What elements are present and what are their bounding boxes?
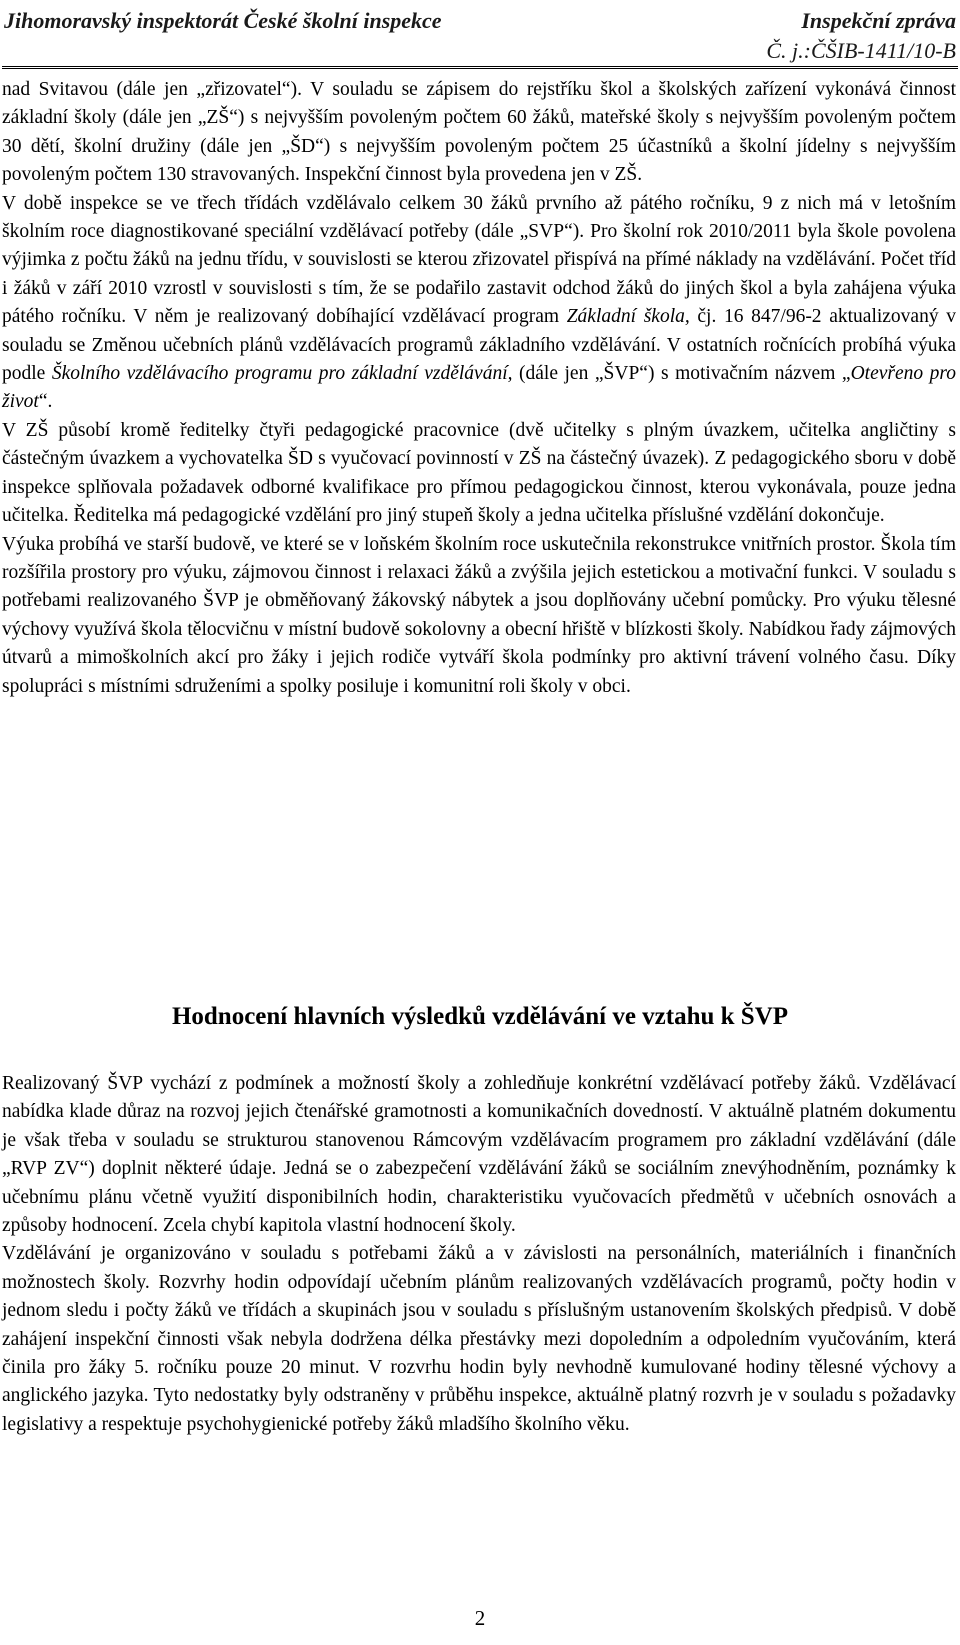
header-divider (2, 66, 958, 69)
italic-program-name: Základní škola, (566, 306, 690, 328)
header-reference-number: Č. j.:ČŠIB-1411/10-B (766, 38, 956, 63)
paragraph-text: (dále jen „ŠVP“) s motivačním názvem „ (512, 363, 851, 385)
italic-program-name: Školního vzdělávacího programu pro základní vzdělávání, (51, 363, 513, 385)
paragraph: Výuka probíhá ve starší budově, ve které se v loňském školním roce uskutečnila rekonstrukce vnitřních prostor. Škola tím rozšířila prostory pro výuku, zájmovou činnost i relaxaci žáků a zvýšila jejich estetickou a motivační funkci. V souladu s potřebami realizovaného ŠVP je obměňovaný žákovský nábytek a jsou doplňovány učební pomůcky. Pro výuku tělesné výchovy využívá škola tělocvičnu v místní budově sokolovny a obecní hřiště v blízkosti školy. Nabídkou řady zájmových útvarů a mimoškolních akcí pro žáky i jejich rodiče vytváří škola podmínky pro aktivní trávení volného času. Díky spolupráci s místními sdruženími a spolky posiluje i komunitní roli školy v obci. (2, 533, 956, 697)
page-number: 2 (474, 1606, 486, 1630)
header-document-type: Inspekční zpráva (801, 8, 956, 33)
paragraph-text: “. (38, 391, 53, 413)
paragraph-text: čj. 16 847/96-2 aktualizovaný v souladu se Změnou učebních plánů vzdělávacích programů základního vzdělávání. V ostatních ročnících probíhá výuka podle (2, 306, 956, 385)
paragraph: Vzdělávání je organizováno v souladu s potřebami žáků a v závislosti na personálních, materiálních i finančních možnostech školy. Rozvrhy hodin odpovídají učebním plánům realizovaných vzdělávacích programů, počty hodin v jednom sledu i počty žáků ve třídách a skupinách jsou v souladu s příslušným ustanovením školských předpisů. V době zahájení inspekční činnosti však nebyla dodržena délka přestávky mezi dopoledním a odpoledním vyučováním, která činila pro žáky 5. ročníku pouze 20 minut. V rozvrhu hodin byly nevhodně kumulované hodiny tělesné výchovy a anglického jazyka. Tyto nedostatky byly odstraněny v průběhu inspekce, aktuálně platný rozvrh je v souladu s požadavky legislativy a respektuje psychohygienické potřeby žáků mladšího školního věku. (2, 1243, 956, 1435)
header-organization: Jihomoravský inspektorát České školní inspekce (4, 8, 442, 33)
paragraph-text: V době inspekce se ve třech třídách vzdělávalo celkem 30 žáků prvního až pátého ročníku, 9 z nich má v letošním školním roce diagnostikované speciální vzdělávací potřeby (dále „SVP“). Pro školní rok 2010/2011 byla škole povolena výjimka z počtu žáků na jednu třídu, v souvislosti se kterou zřizovatel přispívá na přímé náklady na vzdělávání. Počet tříd i žáků v září 2010 vzrostl v souvislosti s tím, že se podařilo zastavit odchod žáků do jiných škol a byla zahájena výuka pátého ročníku. V něm je realizovaný dobíhající vzdělávací program (2, 192, 956, 328)
section-heading: Hodnocení hlavních výsledků vzdělávání ve vztahu k ŠVP (171, 1003, 789, 1030)
paragraph: Realizovaný ŠVP vychází z podmínek a možností školy a zohledňuje konkrétní vzdělávací potřeby žáků. Vzdělávací nabídka klade důraz na rozvoj jejich čtenářské gramotnosti a komunikačních dovedností. V aktuálně platném dokumentu je však třeba v souladu se strukturou stanovenou Rámcovým vzdělávacím programem pro základní vzdělávání (dále „RVP ZV“) doplnit některé údaje. Jedná se o zabezpečení vzdělávání žáků se sociálním znevýhodněním, poznámky k učebnímu plánu včetně využití disponibilních hodin, charakteristiku vyučovacích předmětů v učebních osnovách a způsoby hodnocení. Zcela chybí kapitola vlastní hodnocení školy. (2, 1073, 956, 1237)
italic-motto: Otevřeno pro život (2, 363, 957, 413)
paragraph (2, 190, 956, 417)
section-body (2, 1070, 956, 1439)
intro-body (2, 76, 956, 701)
paragraph: V ZŠ působí kromě ředitelky čtyři pedagogické pracovnice (dvě učitelky s plným úvazkem, učitelka angličtiny s částečným úvazkem a vychovatelka ŠD s vyučovací povinností v ZŠ na částečný úvazek). Z pedagogického sboru v době inspekce splňovala požadavek odborné kvalifikace pro přímou pedagogickou činnost, kterou vykonávala, pouze jedna učitelka. Ředitelka má pedagogické vzdělání pro jiný stupeň školy a jedna učitelka příslušné vzdělání dokončuje. (2, 419, 956, 527)
paragraph: nad Svitavou (dále jen „zřizovatel“). V souladu se zápisem do rejstříku škol a školských zařízení vykonává činnost základní školy (dále jen „ZŠ“) s nejvyšším povoleným počtem 60 žáků, mateřské školy s nejvyšším povoleným počtem 30 dětí, školní družiny (dále jen „ŠD“) s nejvyšším povoleným počtem 25 účastníků a školní jídelny s nejvyšším povoleným počtem 130 stravovaných. Inspekční činnost byla provedena jen v ZŠ. (2, 79, 956, 186)
